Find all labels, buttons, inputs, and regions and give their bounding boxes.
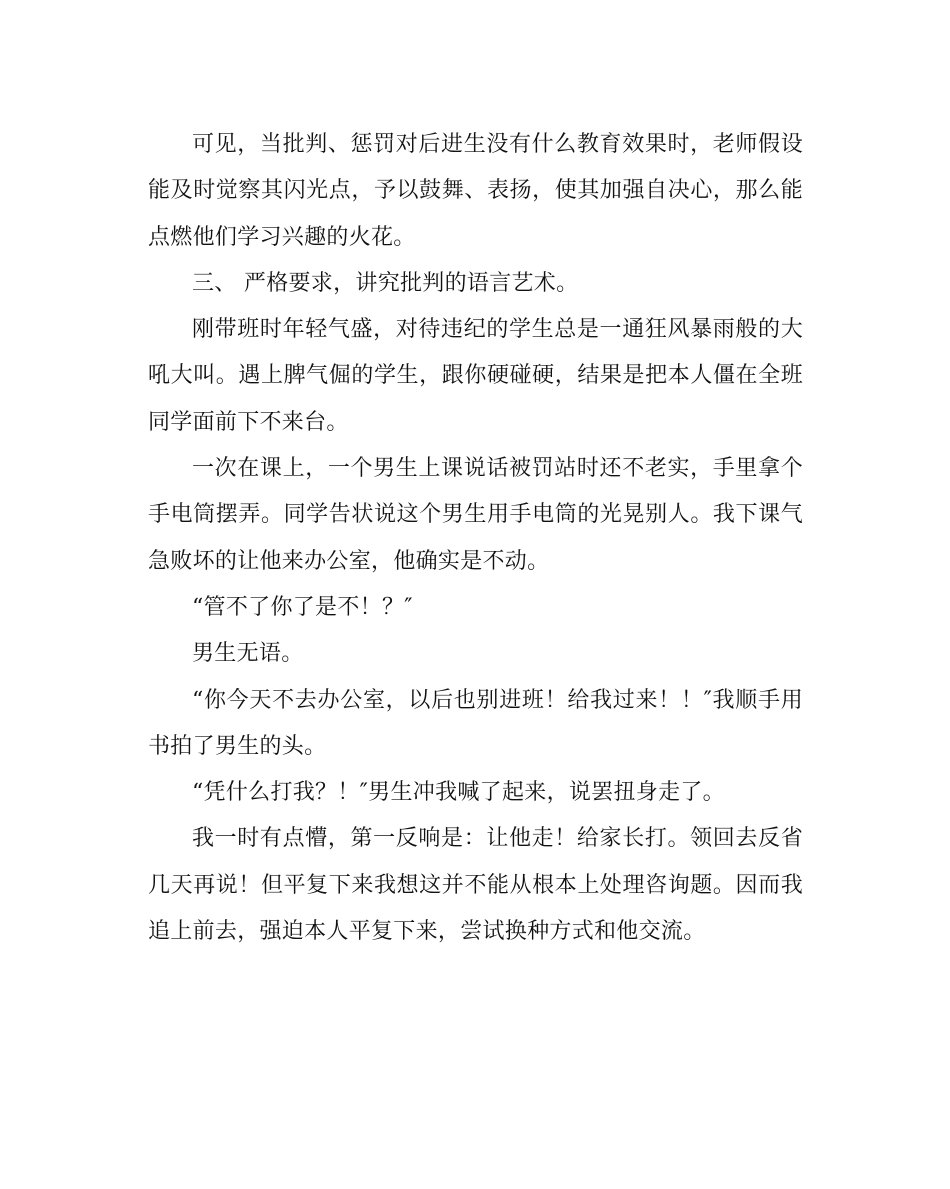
dialogue-line-1: “管不了你了是不！？″ — [192, 594, 413, 620]
dialogue-line-4: “凭什么打我？！″男生冲我喊了起来，说罢扭身走了。 — [192, 780, 725, 806]
section-heading-3: 三、 严格要求，讲究批判的语言艺术。 — [192, 270, 579, 296]
paragraph-3: 一次在课上，一个男生上课说话被罚站时还不老实，手里拿个手电筒摆弄。同学告状说这个男生用手电筒的光晃别人。我下课气急败坏的让他来办公室，他确实是不动。 — [148, 456, 803, 574]
dialogue-line-2: 男生无语。 — [192, 641, 304, 667]
paragraph-2: 刚带班时年轻气盛，对待违纪的学生总是一通狂风暴雨般的大吼大叫。遇上脾气倔的学生，跟你硬碰硬，结果是把本人僵在全班同学面前下不来台。 — [148, 317, 803, 435]
document-body — [148, 122, 803, 955]
paragraph-1: 可见，当批判、惩罚对后进生没有什么教育效果时，老师假设能及时觉察其闪光点，予以鼓舞、表扬，使其加强自决心，那么能点燃他们学习兴趣的火花。 — [148, 132, 803, 250]
paragraph-4: 我一时有点懵，第一反响是：让他走！给家长打。领回去反省几天再说！但平复下来我想这并不能从根本上处理咨询题。因而我追上前去，强迫本人平复下来，尝试换种方式和他交流。 — [148, 826, 803, 945]
dialogue-line-3: “你今天不去办公室，以后也别进班！给我过来！！″我顺手用书拍了男生的头。 — [148, 687, 803, 759]
